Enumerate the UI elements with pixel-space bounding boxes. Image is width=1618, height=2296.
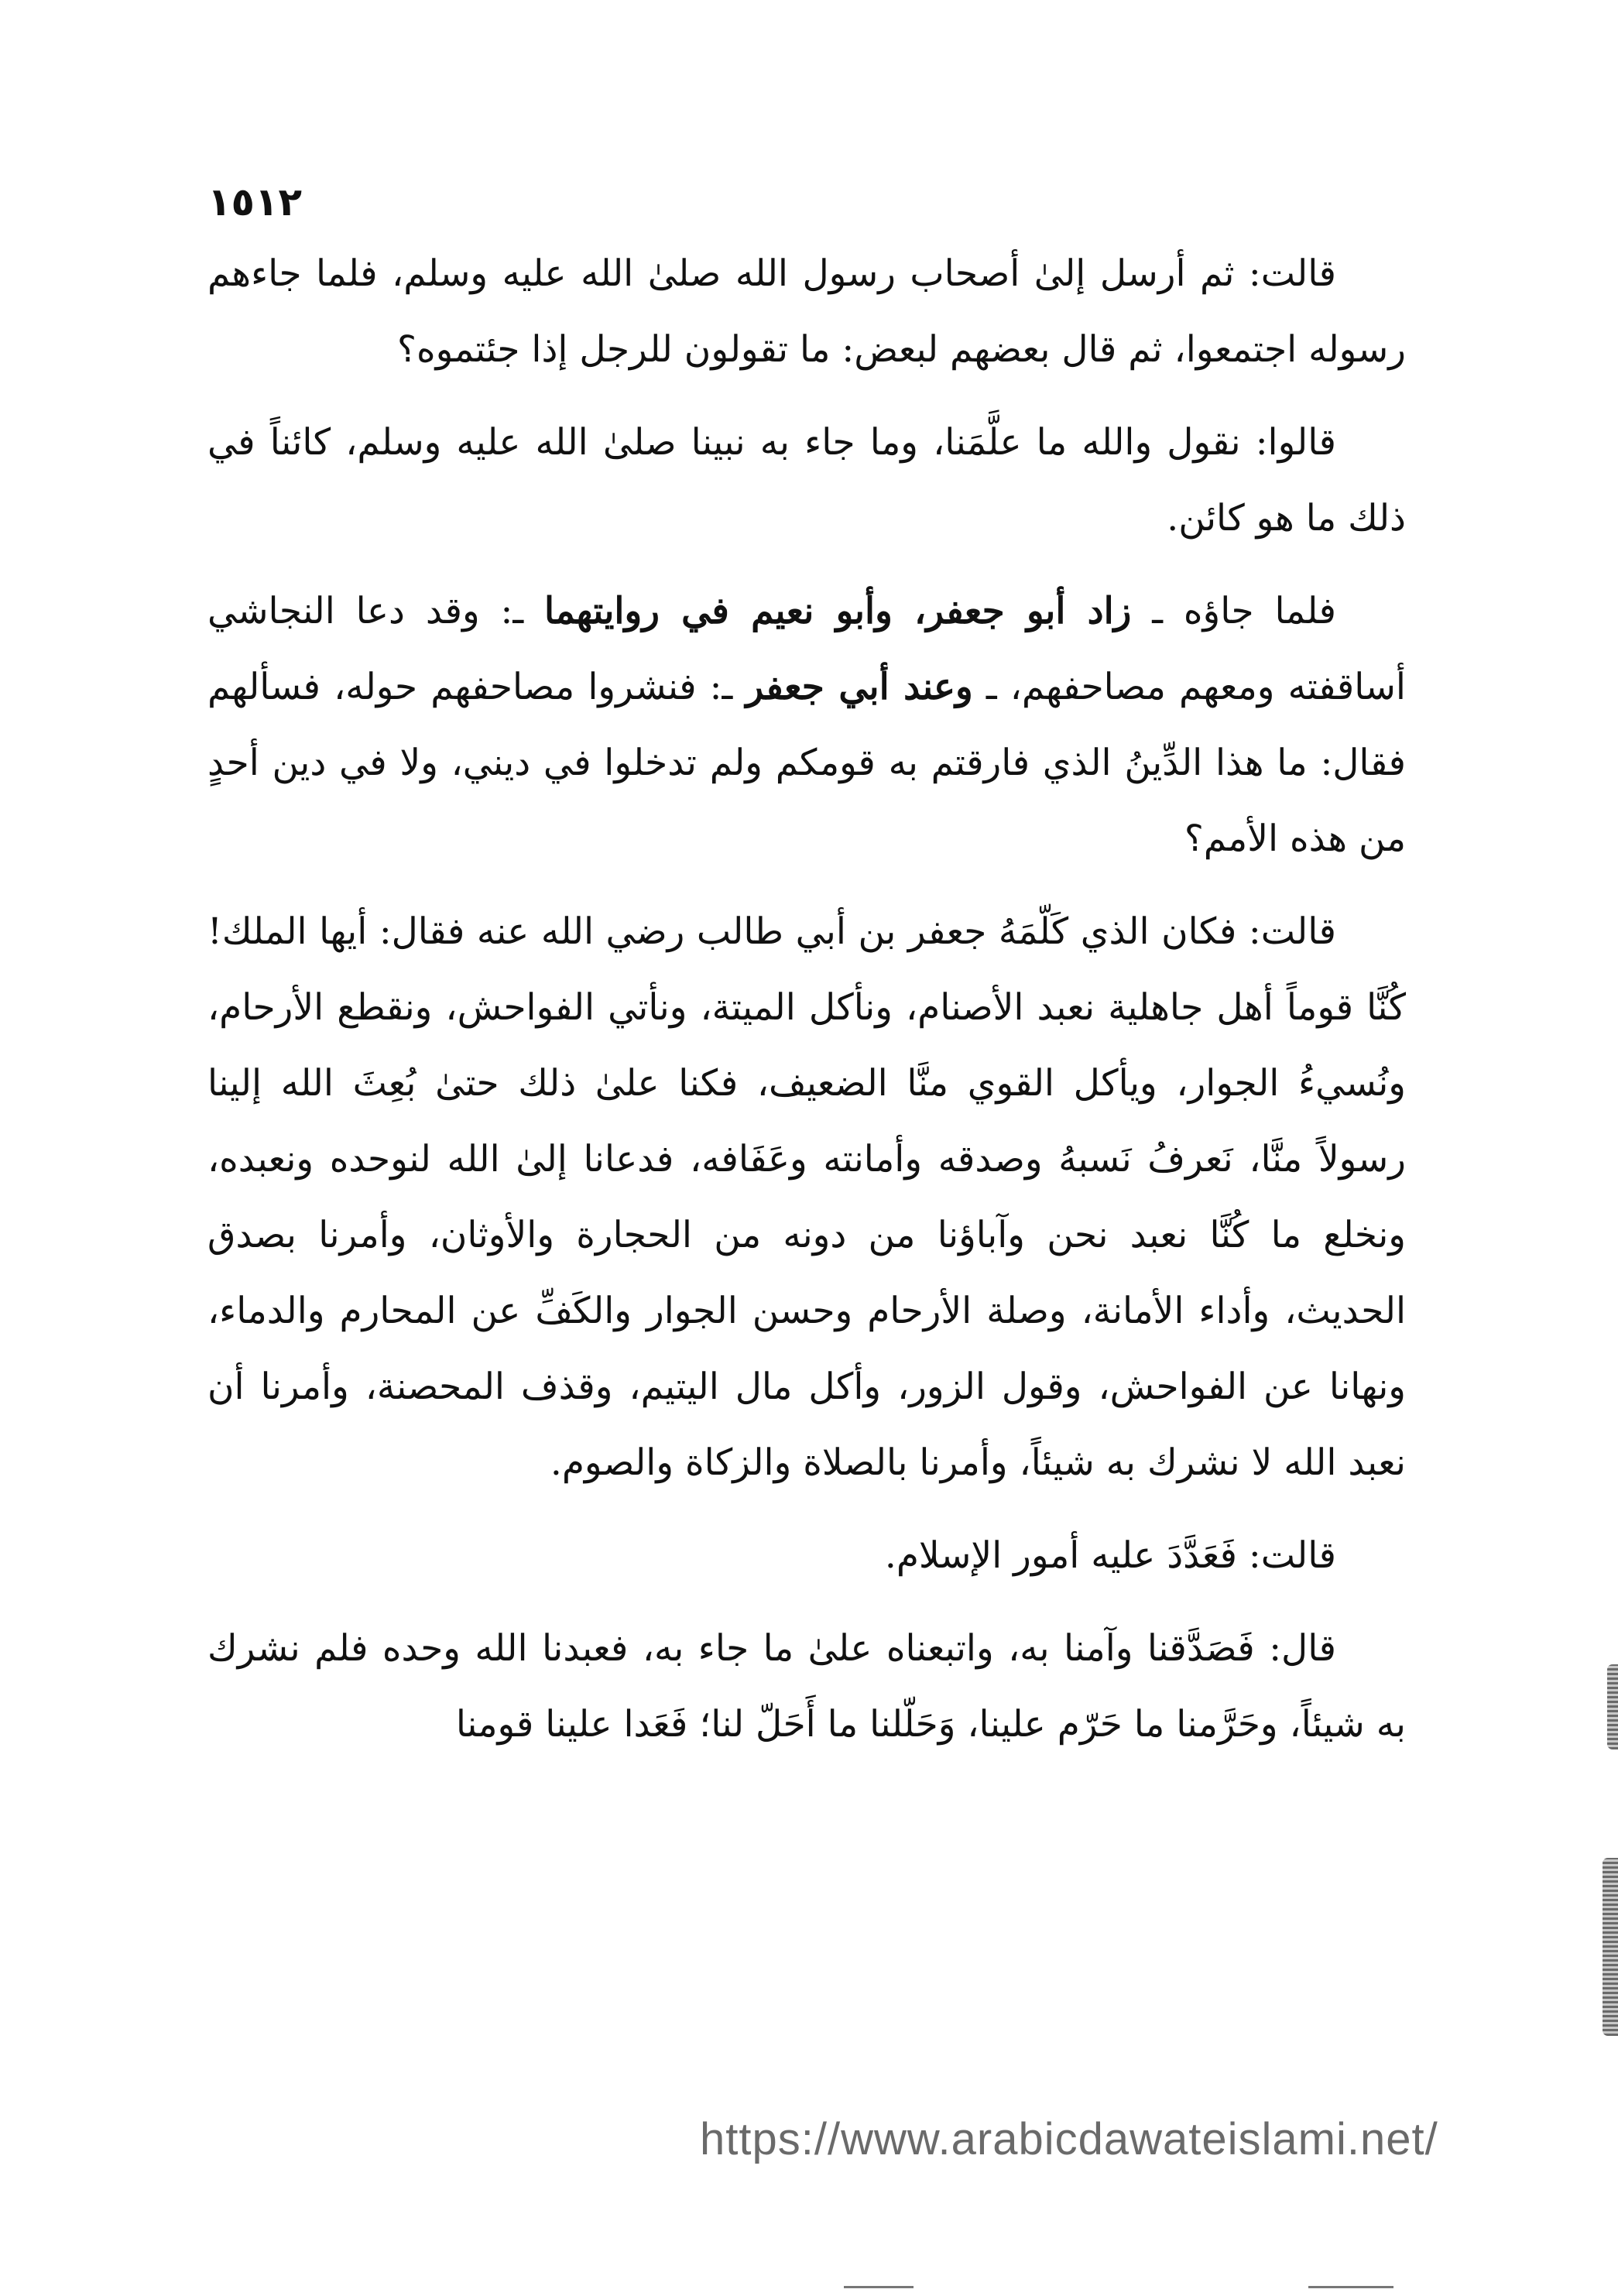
page-edge-shadow — [1603, 1858, 1618, 2036]
footer-rule — [1308, 2286, 1393, 2288]
footer-rule — [844, 2286, 914, 2288]
paragraph-3 — [207, 574, 1406, 877]
paragraph-6 — [207, 1611, 1406, 1763]
paragraph-4 — [207, 894, 1406, 1501]
paragraph-5-text: قالت: فَعَدَّدَ عليه أمور الإسلام. — [884, 1534, 1336, 1577]
bold-fragment: زاد أبو جعفر، وأبو نعيم في روايتهما — [544, 590, 1132, 632]
paragraph-6-text: قال: فَصَدَّقنا وآمنا به، واتبعناه علىٰ ما جاء به، فعبدنا الله وحده فلم نشرك به شيئاً، وحَرَّمنا ما حَرّم علينا، وَحَلّلنا ما أَحَلّ لنا؛ فَعَدا علينا قومنا — [207, 1627, 1406, 1746]
paragraph-4-text: قالت: فكان الذي كَلّمَهُ جعفر بن أبي طالب رضي الله عنه فقال: أيها الملك! كُنَّا قوماً أهل جاهلية نعبد الأصنام، ونأكل الميتة، ونأتي الفواحش، ونقطع الأرحام، ونُسيءُ الجوار، ويأكل القوي منَّا الضعيف، فكنا علىٰ ذلك حتىٰ بُعِثَ الله إلينا رسولاً منَّا، نَعرفُ نَسبهُ وصدقه وأمانته وعَفَافه، فدعانا إلىٰ الله لنوحده ونعبده، ونخلع ما كُنَّا نعبد نحن وآباؤنا من دونه من الحجارة والأوثان، وأمرنا بصدق الحديث، وأداء الأمانة، وصلة الأرحام وحسن الجوار والكَفِّ عن المحارم والدماء، ونهانا عن الفواحش، وقول الزور، وأكل مال اليتيم، وقذف المحصنة، وأمرنا أن نعبد الله لا نشرك به شيئاً، وأمرنا بالصلاة والزكاة والصوم. — [207, 910, 1406, 1484]
paragraph-1-text: قالت: ثم أرسل إلىٰ أصحاب رسول الله صلىٰ الله عليه وسلم، فلما جاءهم رسوله اجتمعوا، ثم قال بعضهم لبعض: ما تقولون للرجل إذا جئتموه؟ — [207, 252, 1406, 371]
paragraph-2-text: قالوا: نقول والله ما علَّمَنا، وما جاء به نبينا صلىٰ الله عليه وسلم، كائناً في ذلك ما هو كائن. — [207, 421, 1406, 540]
paragraph-2 — [207, 405, 1406, 557]
paragraph-5 — [207, 1518, 1406, 1594]
watermark-url[interactable]: https://www.arabicdawateislami.net/ — [700, 2114, 1438, 2164]
paragraph-1 — [207, 236, 1406, 388]
bold-fragment: وعند أبي جعفر — [746, 666, 973, 708]
page-number: ١٥١٢ — [207, 180, 303, 224]
page-edge-shadow — [1607, 1664, 1618, 1749]
body-text — [207, 236, 1406, 1780]
paragraph-3-text: فلما جاؤه ـ زاد أبو جعفر، وأبو نعيم في روايتهما ـ: وقد دعا النجاشي أساقفته ومعهم مصاحفهم، ـ وعند أبي جعفر ـ: فنشروا مصاحفهم حوله، فسألهم فقال: ما هذا الدِّينُ الذي فارقتم به قومكم ولم تدخلوا في ديني، ولا في دين أحدٍ من هذه الأمم؟ — [207, 590, 1406, 860]
